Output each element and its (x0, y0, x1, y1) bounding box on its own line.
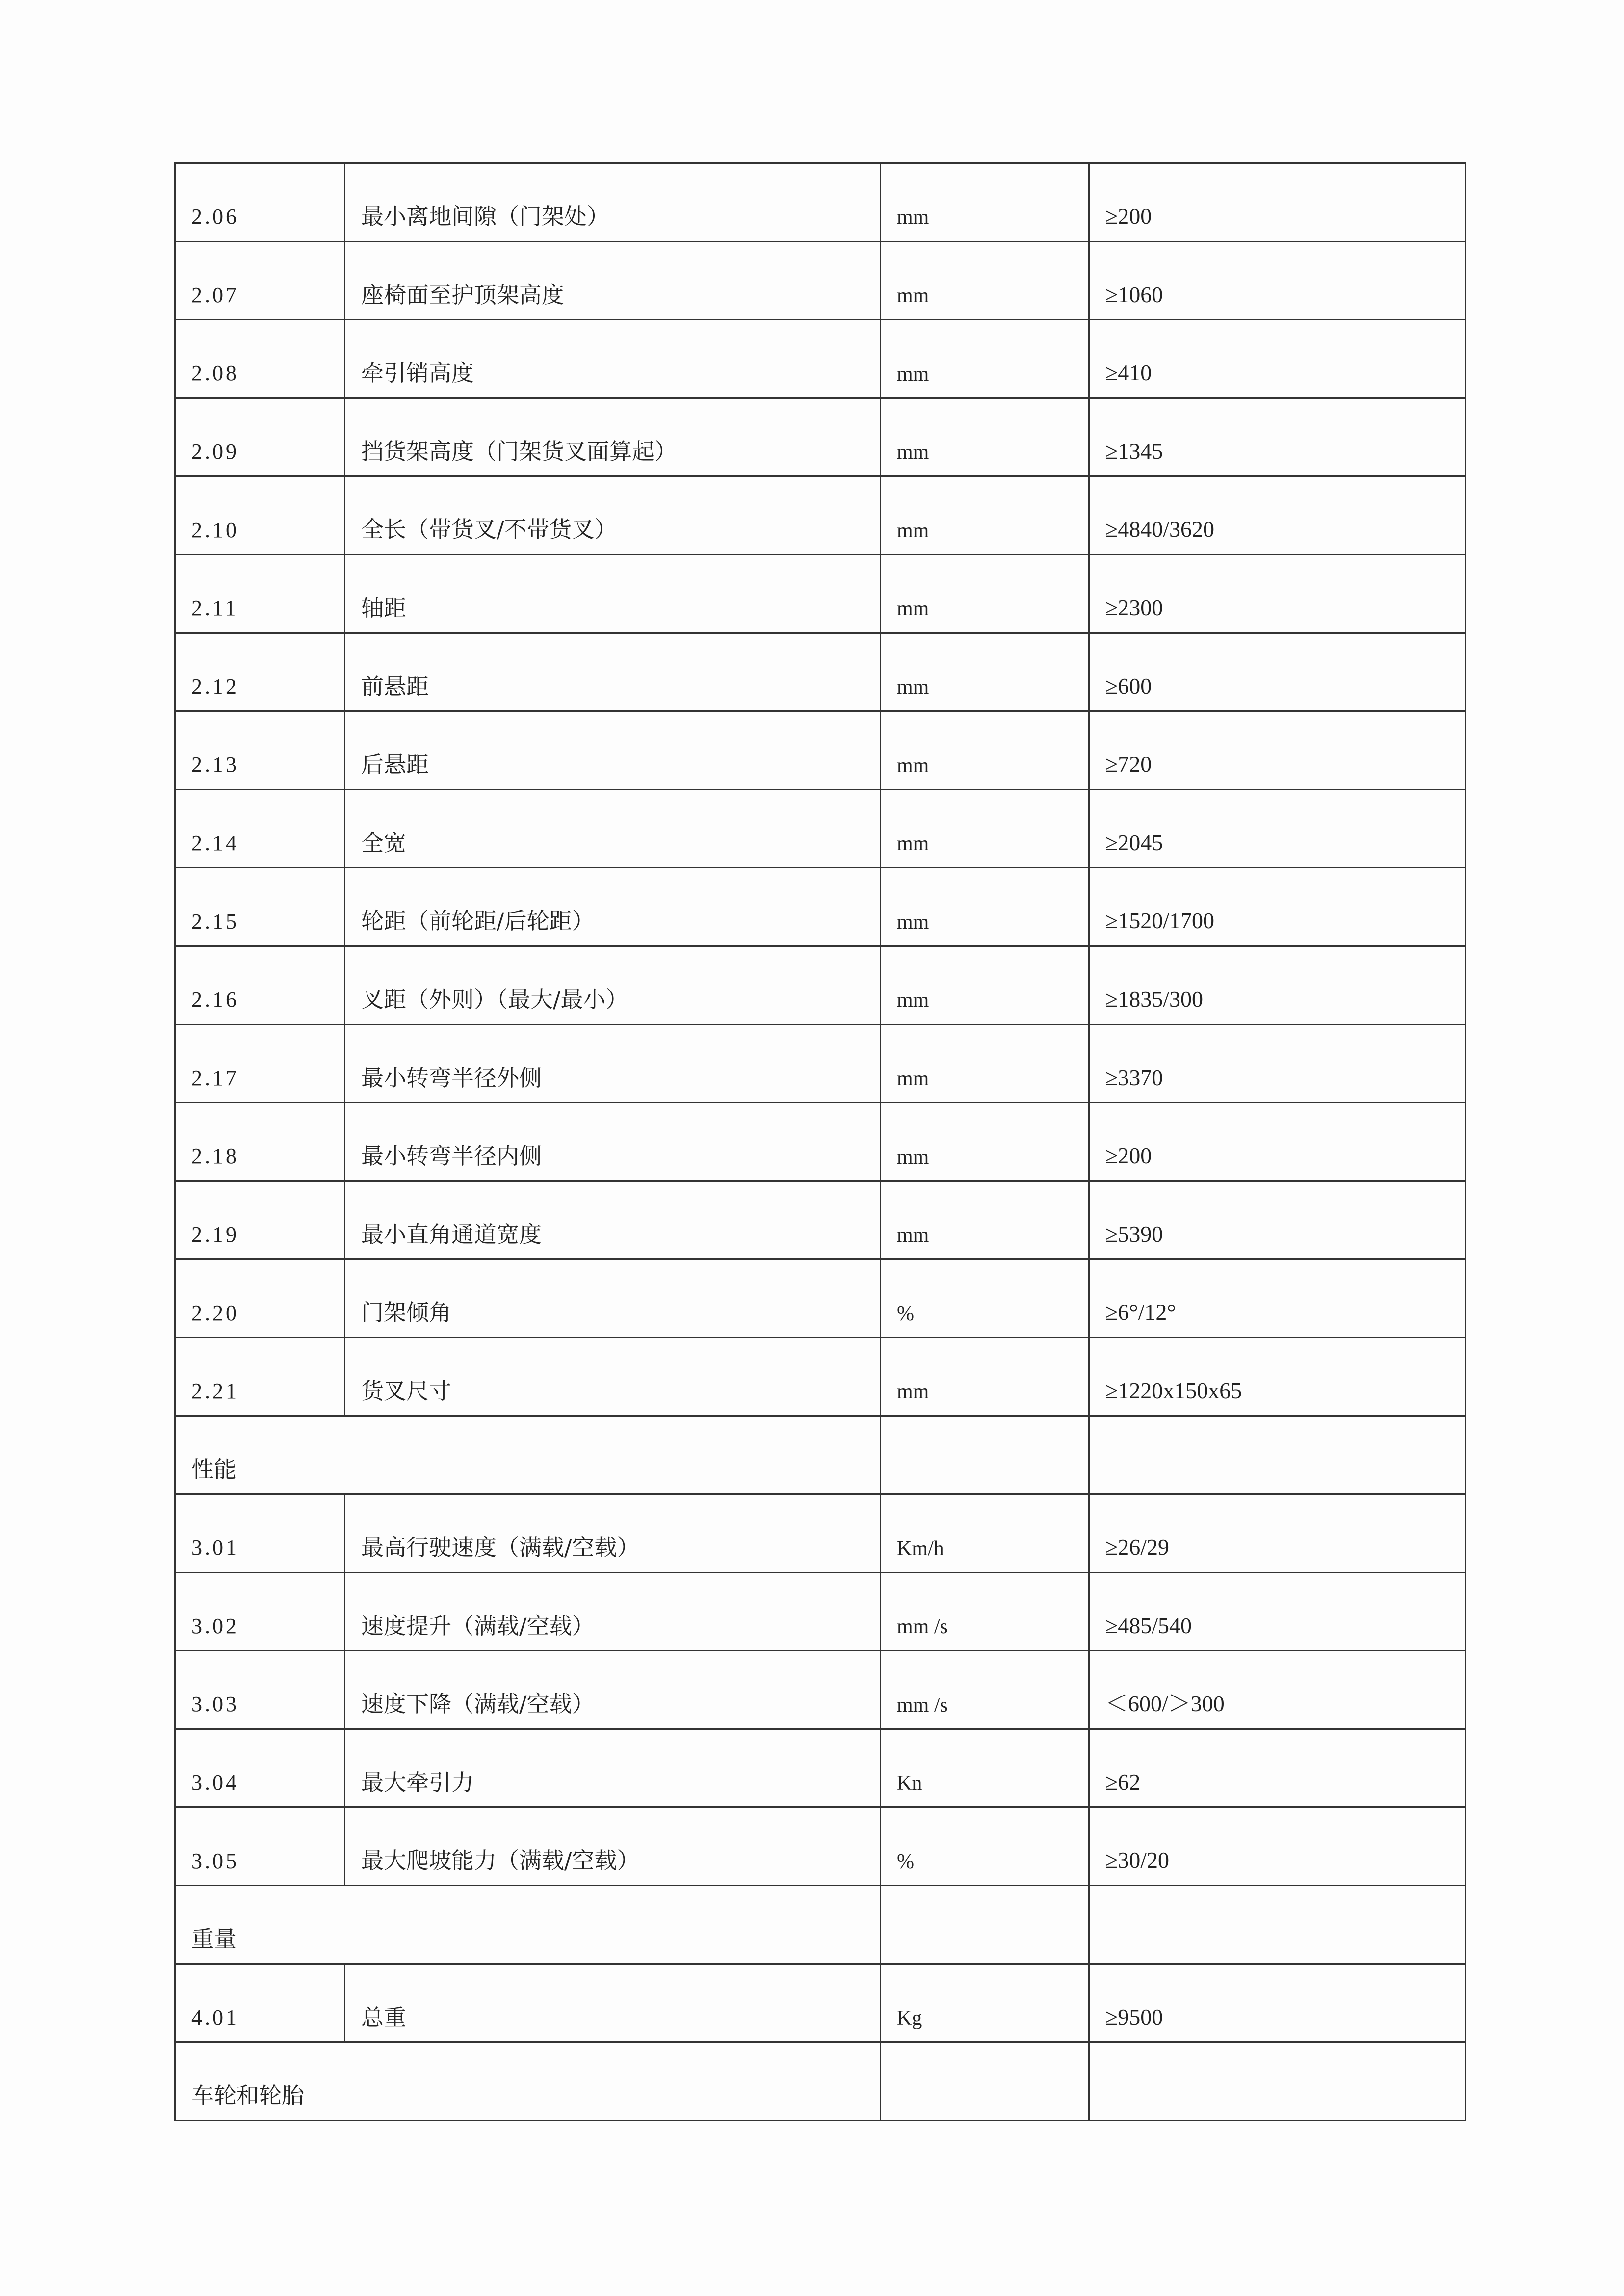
item-number: 2.08 (175, 320, 345, 398)
item-name: 叉距（外则）（最大/最小） (345, 946, 881, 1024)
item-number: 2.20 (175, 1259, 345, 1338)
item-name: 速度下降（满载/空载） (345, 1651, 881, 1729)
item-value: ≥1520/1700 (1089, 868, 1466, 946)
item-value: ≥600 (1089, 633, 1466, 711)
spec-row (175, 1651, 1466, 1729)
item-name: 后悬距 (345, 711, 881, 790)
item-name: 最小直角通道宽度 (345, 1181, 881, 1259)
item-value: ≥62 (1089, 1729, 1466, 1807)
item-unit: Km/h (881, 1494, 1089, 1573)
empty-cell (1089, 2042, 1466, 2121)
item-unit: mm (881, 946, 1089, 1024)
spec-row (175, 1964, 1466, 2042)
item-name: 最高行驶速度（满载/空载） (345, 1494, 881, 1573)
item-number: 3.05 (175, 1807, 345, 1886)
spec-row (175, 1181, 1466, 1259)
item-number: 3.02 (175, 1572, 345, 1651)
spec-row (175, 1729, 1466, 1807)
item-name: 门架倾角 (345, 1259, 881, 1338)
section-row (175, 2042, 1466, 2121)
spec-row (175, 320, 1466, 398)
empty-cell (1089, 1886, 1466, 1964)
item-value: ≥9500 (1089, 1964, 1466, 2042)
spec-row (175, 1807, 1466, 1886)
item-name: 最大牵引力 (345, 1729, 881, 1807)
item-number: 2.12 (175, 633, 345, 711)
item-value: ≥410 (1089, 320, 1466, 398)
item-number: 3.04 (175, 1729, 345, 1807)
spec-row (175, 398, 1466, 476)
item-unit: mm (881, 241, 1089, 320)
item-value: ≥720 (1089, 711, 1466, 790)
item-value: ≥5390 (1089, 1181, 1466, 1259)
item-value: ≥200 (1089, 163, 1466, 242)
item-unit: mm (881, 554, 1089, 633)
item-name: 轴距 (345, 554, 881, 633)
item-number: 2.07 (175, 241, 345, 320)
spec-row (175, 1494, 1466, 1573)
spec-row (175, 633, 1466, 711)
item-number: 2.19 (175, 1181, 345, 1259)
spec-row (175, 789, 1466, 868)
item-number: 2.14 (175, 789, 345, 868)
section-row (175, 1416, 1466, 1494)
item-number: 2.13 (175, 711, 345, 790)
item-name: 最小转弯半径内侧 (345, 1103, 881, 1181)
empty-cell (881, 1416, 1089, 1494)
item-value: ≥26/29 (1089, 1494, 1466, 1573)
item-value: ≥1345 (1089, 398, 1466, 476)
item-value: ≥30/20 (1089, 1807, 1466, 1886)
item-name: 挡货架高度（门架货叉面算起） (345, 398, 881, 476)
section-title: 性能 (175, 1416, 881, 1494)
spec-row (175, 1337, 1466, 1416)
item-name: 最小离地间隙（门架处） (345, 163, 881, 242)
empty-cell (881, 1886, 1089, 1964)
item-unit: mm (881, 711, 1089, 790)
item-number: 2.10 (175, 476, 345, 555)
item-unit: mm (881, 868, 1089, 946)
item-value: ≥485/540 (1089, 1572, 1466, 1651)
spec-row (175, 476, 1466, 555)
item-number: 2.18 (175, 1103, 345, 1181)
item-value: ≥2045 (1089, 789, 1466, 868)
item-unit: mm (881, 1181, 1089, 1259)
item-value: ≥1835/300 (1089, 946, 1466, 1024)
item-name: 货叉尺寸 (345, 1337, 881, 1416)
empty-cell (1089, 1416, 1466, 1494)
item-value: ≥1220x150x65 (1089, 1337, 1466, 1416)
item-name: 总重 (345, 1964, 881, 2042)
item-unit: mm (881, 320, 1089, 398)
spec-row (175, 1259, 1466, 1338)
item-value: ≥6°/12° (1089, 1259, 1466, 1338)
item-name: 最小转弯半径外侧 (345, 1024, 881, 1103)
item-unit: mm (881, 789, 1089, 868)
spec-table (174, 162, 1466, 2121)
item-unit: mm /s (881, 1651, 1089, 1729)
item-unit: mm (881, 398, 1089, 476)
item-name: 轮距（前轮距/后轮距） (345, 868, 881, 946)
spec-row (175, 241, 1466, 320)
item-value: ≥200 (1089, 1103, 1466, 1181)
item-unit: % (881, 1259, 1089, 1338)
item-number: 2.11 (175, 554, 345, 633)
item-unit: Kn (881, 1729, 1089, 1807)
item-number: 4.01 (175, 1964, 345, 2042)
spec-row (175, 868, 1466, 946)
item-number: 2.17 (175, 1024, 345, 1103)
spec-row (175, 1103, 1466, 1181)
spec-row (175, 554, 1466, 633)
item-unit: mm /s (881, 1572, 1089, 1651)
item-number: 2.15 (175, 868, 345, 946)
item-name: 牵引销高度 (345, 320, 881, 398)
item-value: ＜600/＞300 (1089, 1651, 1466, 1729)
item-unit: mm (881, 1024, 1089, 1103)
item-value: ≥4840/3620 (1089, 476, 1466, 555)
spec-row (175, 946, 1466, 1024)
item-number: 2.16 (175, 946, 345, 1024)
item-number: 2.09 (175, 398, 345, 476)
item-number: 3.01 (175, 1494, 345, 1573)
section-title: 车轮和轮胎 (175, 2042, 881, 2121)
item-name: 全宽 (345, 789, 881, 868)
item-unit: mm (881, 633, 1089, 711)
item-value: ≥3370 (1089, 1024, 1466, 1103)
item-unit: Kg (881, 1964, 1089, 2042)
item-name: 全长（带货叉/不带货叉） (345, 476, 881, 555)
item-value: ≥2300 (1089, 554, 1466, 633)
item-number: 2.21 (175, 1337, 345, 1416)
item-unit: mm (881, 1337, 1089, 1416)
item-unit: mm (881, 163, 1089, 242)
item-unit: mm (881, 1103, 1089, 1181)
section-title: 重量 (175, 1886, 881, 1964)
item-number: 3.03 (175, 1651, 345, 1729)
item-name: 速度提升（满载/空载） (345, 1572, 881, 1651)
item-unit: % (881, 1807, 1089, 1886)
item-number: 2.06 (175, 163, 345, 242)
item-value: ≥1060 (1089, 241, 1466, 320)
item-name: 座椅面至护顶架高度 (345, 241, 881, 320)
spec-row (175, 1024, 1466, 1103)
item-name: 最大爬坡能力（满载/空载） (345, 1807, 881, 1886)
empty-cell (881, 2042, 1089, 2121)
spec-row (175, 1572, 1466, 1651)
spec-row (175, 711, 1466, 790)
item-unit: mm (881, 476, 1089, 555)
item-name: 前悬距 (345, 633, 881, 711)
spec-row (175, 163, 1466, 242)
section-row (175, 1886, 1466, 1964)
